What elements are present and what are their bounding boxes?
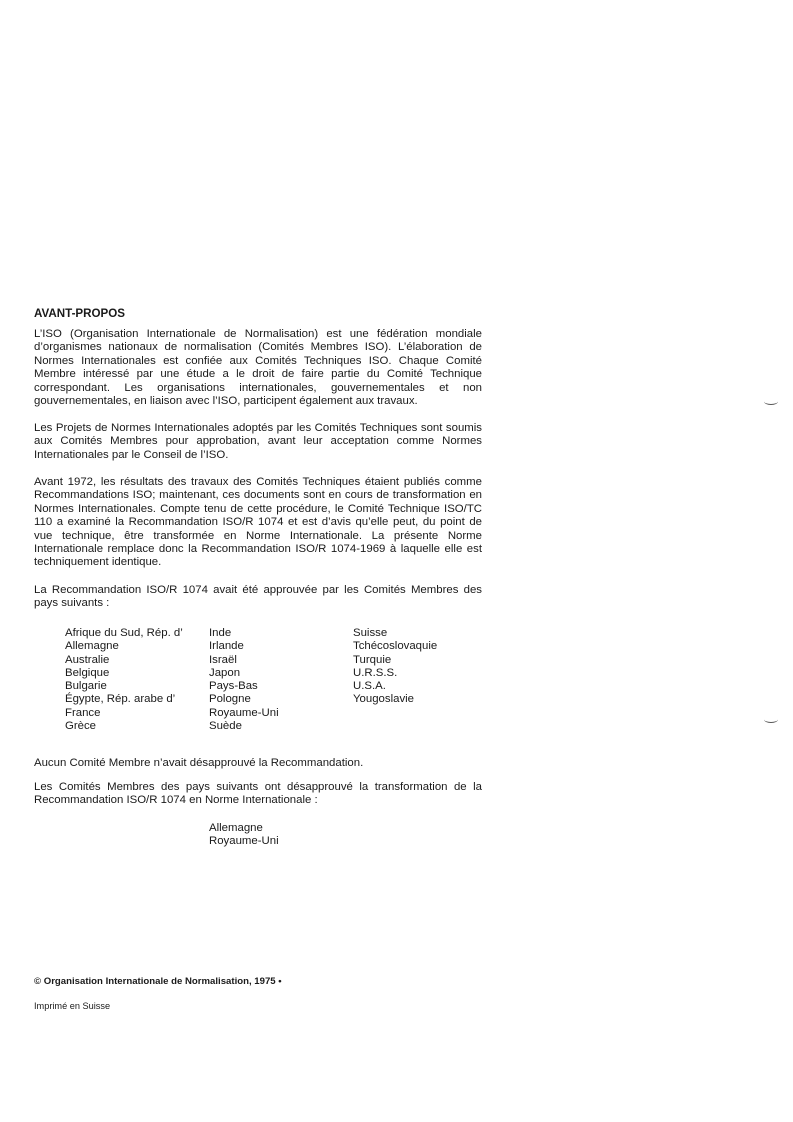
country: Suisse — [353, 627, 388, 639]
country: U.S.A. — [353, 680, 386, 693]
disapproving-country-list — [209, 822, 279, 849]
country: Pologne — [209, 693, 251, 706]
country: Pays-Bas — [209, 680, 258, 693]
paragraph-projects — [34, 422, 482, 462]
page-title: AVANT-PROPOS — [34, 307, 126, 320]
paragraph-text: L’ISO (Organisation Internationale de Normalisation) est une fédération mondiale d’organismes nationaux de normalisation (Comités Membres ISO). L’élaboration de Normes Internationales est confiée aux Comités Techniques ISO. Chaque Comité Membre intéressé par une étude a le droit de faire partie du Comité Technique correspondant. Les organisations internationales, gouvernementales et non gouvernementales, en liaison avec l’ISO, participent également aux travaux. — [34, 328, 482, 408]
country: Bulgarie — [65, 680, 107, 693]
paragraph-text: Avant 1972, les résultats des travaux des Comités Techniques étaient publiés comme Recommandations ISO; maintenant, ces documents sont en cours de transformation en Normes Internationales. Compte tenu de cette procédure, le Comité Technique ISO/TC 110 a examiné la Recommandation ISO/R 1074 et est d’avis qu’elle peut, du point de vue technique, être transformée en Norme Internationale. La présente Norme Internationale remplace donc la Recommandation ISO/R 1074-1969 à laquelle elle est techniquement identique. — [34, 476, 482, 569]
paragraph-history — [34, 476, 482, 570]
country: Grèce — [65, 720, 97, 733]
country: Turquie — [353, 653, 392, 666]
printed-in: Imprimé en Suisse — [34, 1001, 111, 1011]
scan-mark — [764, 716, 778, 723]
paragraph-text: Les Projets de Normes Internationales adoptés par les Comités Techniques sont soumis aux Comités Membres pour approbation, avant leur acceptation comme Normes Internationales par le Conseil de l’ISO. — [34, 422, 482, 461]
country: Tchécoslovaquie — [353, 640, 438, 653]
country-column-2 — [209, 627, 279, 733]
country: Australie — [65, 653, 110, 666]
country: Belgique — [65, 666, 110, 679]
paragraph-text: Les Comités Membres des pays suivants ont désapprouvé la transformation de la Recommandation ISO/R 1074 en Norme Internationale : — [34, 781, 482, 807]
country: Inde — [209, 627, 232, 639]
paragraph-text: La Recommandation ISO/R 1074 avait été approuvée par les Comités Membres des pays suivants : — [34, 584, 482, 610]
country: Suède — [209, 720, 242, 733]
paragraph-intro — [34, 328, 482, 408]
country: Allemagne — [209, 822, 263, 834]
scan-mark — [764, 398, 778, 405]
country: Égypte, Rép. arabe d’ — [65, 693, 176, 706]
country: U.R.S.S. — [353, 666, 398, 679]
country: Irlande — [209, 640, 244, 653]
country: Allemagne — [65, 640, 119, 653]
paragraph-disapproval — [34, 781, 482, 808]
country: Royaume-Uni — [209, 706, 279, 719]
paragraph-no-disapproval — [34, 757, 482, 770]
country-column-3 — [353, 627, 437, 707]
country: France — [65, 706, 101, 719]
country: Yougoslavie — [353, 693, 415, 706]
paragraph-text: Aucun Comité Membre n’avait désapprouvé la Recommandation. — [34, 757, 364, 769]
country-column-1 — [65, 627, 183, 733]
country: Royaume-Uni — [209, 835, 279, 848]
country: Israël — [209, 653, 237, 666]
country: Japon — [209, 666, 241, 679]
paragraph-approval — [34, 584, 482, 611]
country: Afrique du Sud, Rép. d’ — [65, 627, 183, 639]
copyright-notice: © Organisation Internationale de Normalisation, 1975 • — [34, 976, 282, 987]
